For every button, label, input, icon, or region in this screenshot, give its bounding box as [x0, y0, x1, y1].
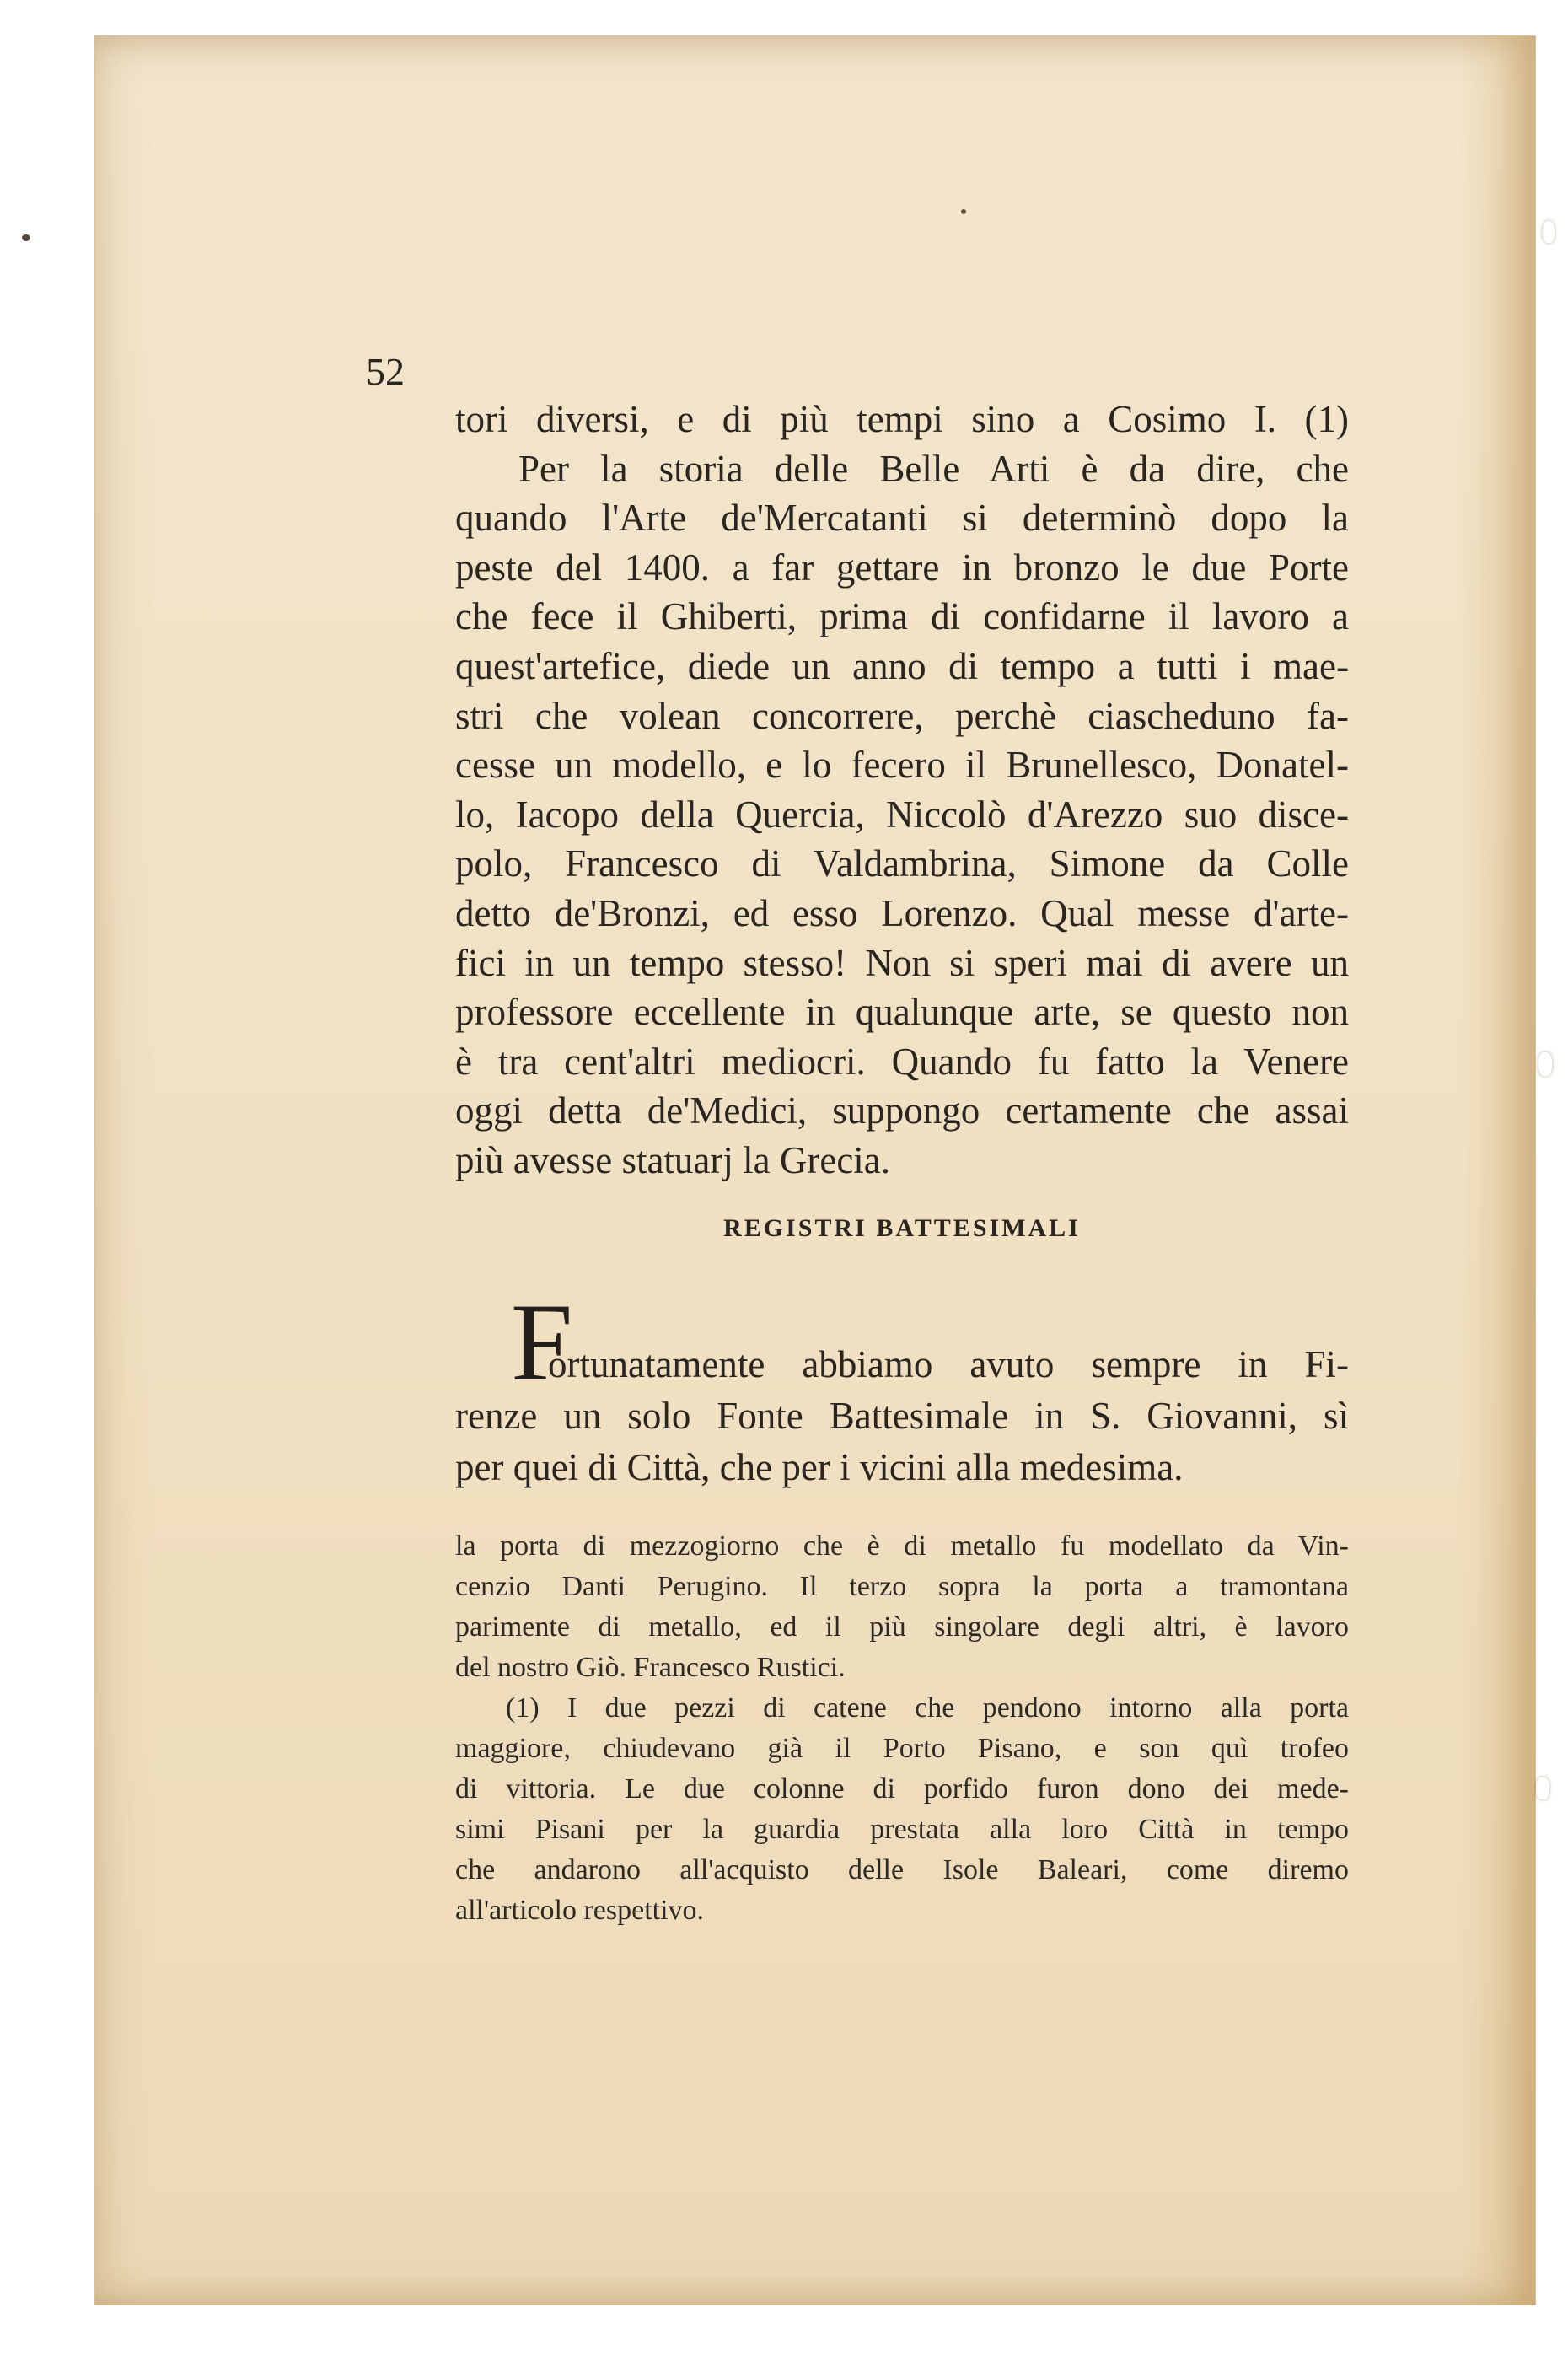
- page-edge-shading: [1459, 36, 1535, 2305]
- footnote-line: parimente di metallo, ed il più singolare degli altri, è lavoro: [455, 1611, 1349, 1643]
- binding-hole: [1536, 1777, 1549, 1799]
- text-line: per quei di Città, che per i vicini alla medesima.: [455, 1446, 1184, 1488]
- binding-hole: [1543, 221, 1555, 243]
- text-line: è tra cent'altri mediocri. Quando fu fatto la Venere: [455, 1040, 1349, 1083]
- text-line: quest'artefice, diede un anno di tempo a tutti i mae-: [455, 644, 1349, 687]
- binding-hole: [1538, 1052, 1552, 1076]
- text-line: polo, Francesco di Valdambrina, Simone da Colle: [455, 842, 1349, 885]
- text-line: più avesse statuarj la Grecia.: [455, 1138, 891, 1181]
- ink-fleck: [961, 209, 966, 214]
- drop-cap: F: [511, 1280, 573, 1404]
- text-line: renze un solo Fonte Battesimale in S. Giovanni, sì: [455, 1395, 1349, 1437]
- ink-fleck: [22, 234, 30, 241]
- text-line: quando l'Arte de'Mercatanti si determinò dopo la: [455, 497, 1349, 540]
- text-line: ortunatamente abbiamo avuto sempre in Fi-: [548, 1343, 1349, 1385]
- text-line: fici in un tempo stesso! Non si speri mai di avere un: [455, 941, 1349, 984]
- page-number: 52: [366, 350, 405, 393]
- text-line: oggi detta de'Medici, suppongo certamente che assai: [455, 1089, 1349, 1132]
- text-line: detto de'Bronzi, ed esso Lorenzo. Qual messe d'arte-: [455, 891, 1349, 934]
- footnote-line: la porta di mezzogiorno che è di metallo fu modellato da Vin-: [455, 1530, 1349, 1562]
- footnote-line: cenzio Danti Perugino. Il terzo sopra la porta a tramontana: [455, 1571, 1349, 1602]
- section-paragraph: [455, 1339, 1349, 1493]
- text-line: lo, Iacopo della Quercia, Niccolò d'Arezzo suo disce-: [455, 793, 1349, 836]
- main-paragraph: [455, 395, 1349, 1186]
- text-line: cesse un modello, e lo fecero il Brunellesco, Donatel-: [455, 744, 1349, 787]
- footnote-line: del nostro Giò. Francesco Rustici.: [455, 1652, 846, 1683]
- footnote-line: che andarono all'acquisto delle Isole Baleari, come diremo: [455, 1854, 1349, 1885]
- text-line: tori diversi, e di più tempi sino a Cosimo I. (1): [455, 398, 1349, 440]
- footnote-line: maggiore, chiudevano già il Porto Pisano, e son quì trofeo: [455, 1733, 1349, 1764]
- footnote-line: all'articolo respettivo.: [455, 1895, 705, 1926]
- text-line: peste del 1400. a far gettare in bronzo le due Porte: [455, 546, 1349, 589]
- footnote-line: (1) I due pezzi di catene che pendono intorno alla porta: [506, 1692, 1349, 1724]
- footnote-line: di vittoria. Le due colonne di porfido furon dono dei mede-: [455, 1773, 1349, 1804]
- text-line: stri che volean concorrere, perchè ciascheduno fa-: [455, 694, 1349, 737]
- footnote-line: simi Pisani per la guardia prestata alla loro Città in tempo: [455, 1814, 1349, 1845]
- text-line: che fece il Ghiberti, prima di confidarne il lavoro a: [455, 595, 1349, 638]
- text-line: professore eccellente in qualunque arte, se questo non: [455, 991, 1349, 1034]
- text-line: Per la storia delle Belle Arti è da dire, che: [518, 447, 1349, 490]
- section-heading: REGISTRI BATTESIMALI: [723, 1214, 1081, 1242]
- footnotes: [455, 1526, 1349, 1931]
